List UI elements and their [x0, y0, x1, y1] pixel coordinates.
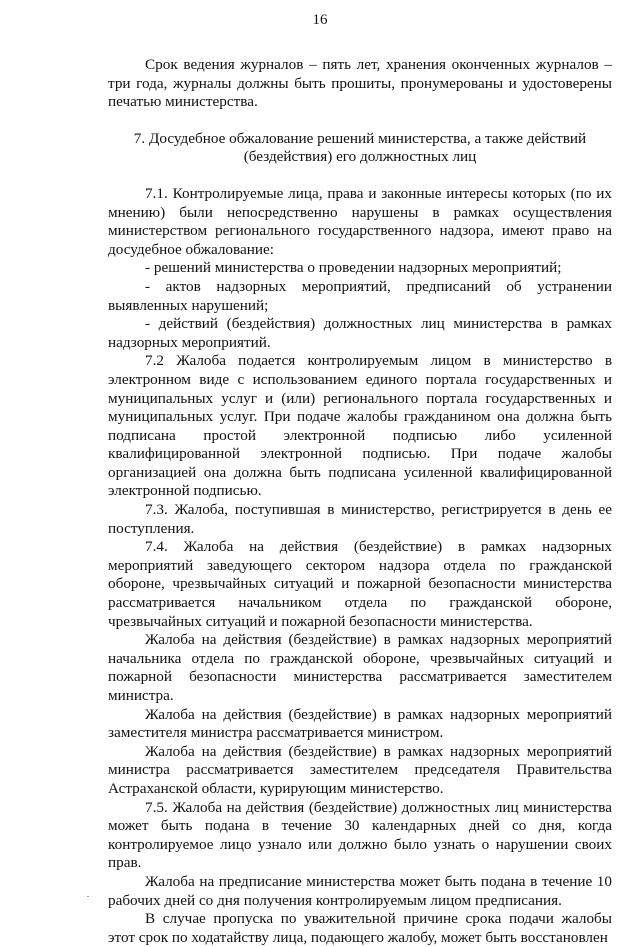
scan-mark	[87, 896, 89, 897]
paragraph-complaint-minister: Жалоба на действия (бездействие) в рамках надзорных мероприятий министра рассматривается заместителем председателя Правительства Астраханской области, курирующим министерство.	[108, 742, 612, 797]
list-item-actions: - действий (бездействия) должностных лиц министерства в рамках надзорных мероприятий.	[108, 315, 612, 351]
intro-paragraph: Срок ведения журналов – пять лет, хранения оконченных журналов – три года, журналы должны быть прошиты, пронумерованы и удостоверены печатью министерства.	[108, 56, 612, 111]
paragraph-deadline-restoration: В случае пропуска по уважительной причине срока подачи жалобы этот срок по ходатайству лица, подающего жалобу, может быть восстановлен	[108, 910, 612, 946]
paragraph-7-5: 7.5. Жалоба на действия (бездействие) должностных лиц министерства может быть подана в течение 30 календарных дней со дня, когда контролируемое лицо узнало или должно было узнать о нарушении своих прав.	[108, 798, 612, 872]
paragraph-7-2: 7.2 Жалоба подается контролируемым лицом в министерство в электронном виде с использованием единого портала государственных и муниципальных услуг и (или) регионального портала государственных и муниципальных услуг. При подаче жалобы гражданином она должна быть подписана простой электронной подписью либо усиленной квалифицированной электронной подписью. При подаче жалобы организацией она должна быть подписана усиленной квалифицированной электронной подписью.	[108, 352, 612, 500]
section-heading: 7. Досудебное обжалование решений министерства, а также действий (бездействия) его должностных лиц	[133, 129, 587, 166]
paragraph-prescription-complaint: Жалоба на предписание министерства может быть подана в течение 10 рабочих дней со дня получения контролируемым лицом предписания.	[108, 872, 612, 909]
paragraph-complaint-head-of-department: Жалоба на действия (бездействие) в рамках надзорных мероприятий начальника отдела по гражданской обороне, чрезвычайных ситуаций и пожарной безопасности министерства рассматривается заместителем министра.	[108, 631, 612, 704]
list-item-decisions: - решений министерства о проведении надзорных мероприятий;	[145, 259, 562, 277]
paragraph-7-1: 7.1. Контролируемые лица, права и законные интересы которых (по их мнению) были непосредственно нарушены в рамках осуществления министерством регионального государственного надзора, имеют право на досудебное обжалование:	[108, 184, 612, 258]
paragraph-7-3: 7.3. Жалоба, поступившая в министерство, регистрируется в день ее поступления.	[108, 501, 612, 537]
document-body	[108, 56, 612, 947]
page-number: 16	[312, 12, 328, 28]
list-item-acts: - актов надзорных мероприятий, предписаний об устранении выявленных нарушений;	[108, 277, 612, 314]
paragraph-complaint-deputy-minister: Жалоба на действия (бездействие) в рамках надзорных мероприятий заместителя министра рассматривается министром.	[108, 705, 612, 742]
paragraph-7-4: 7.4. Жалоба на действия (бездействие) в рамках надзорных мероприятий заведующего сектором надзора отдела по гражданской обороне, чрезвычайных ситуаций и пожарной безопасности министерства рассматривается начальником отдела по гражданской обороне, чрезвычайных ситуаций и пожарной безопасности министерства.	[108, 538, 612, 630]
